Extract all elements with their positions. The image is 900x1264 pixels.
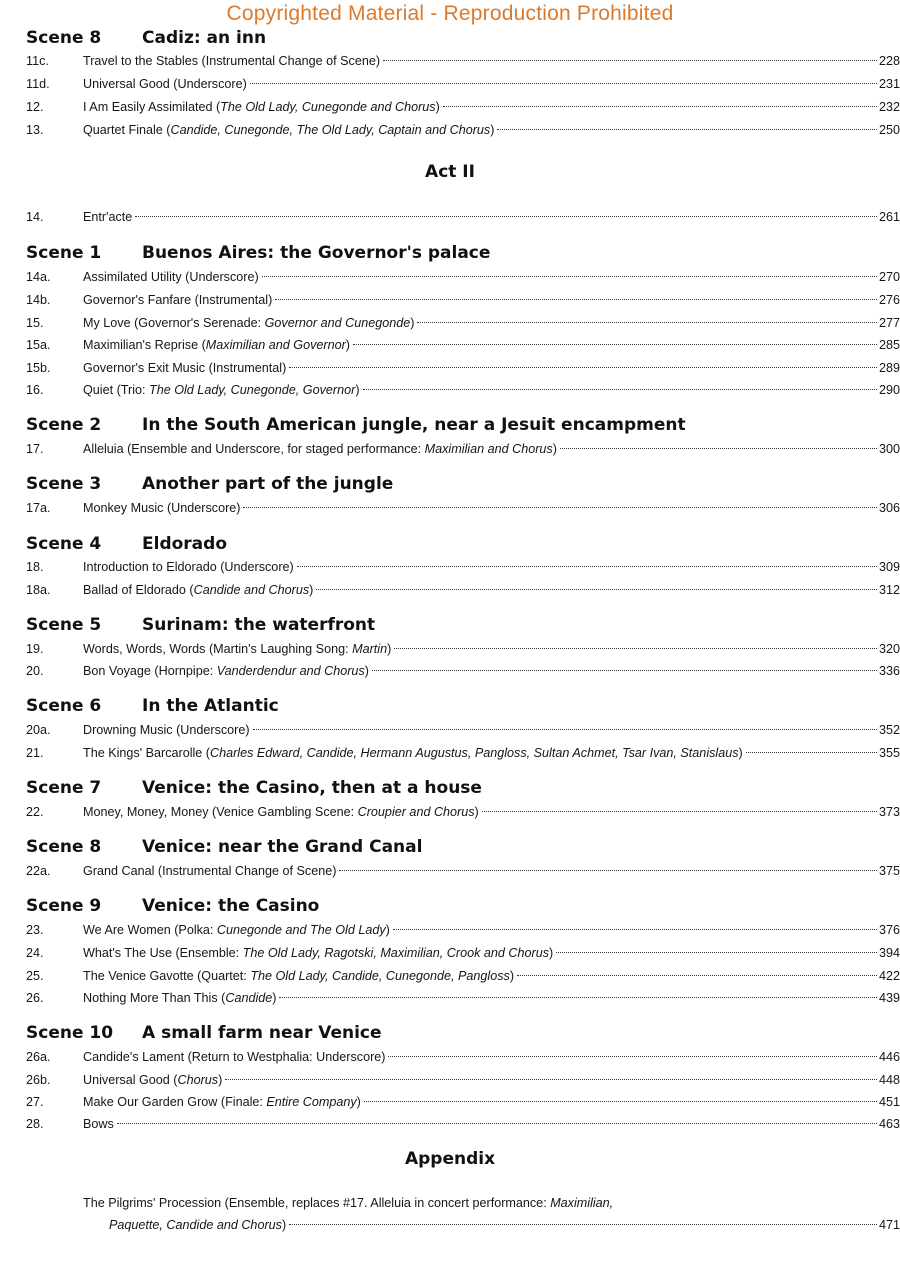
entry-title: Travel to the Stables (Instrumental Change of Scene) — [83, 54, 381, 68]
page-number: 320 — [878, 642, 900, 656]
watermark: Copyrighted Material - Reproduction Prohibited — [226, 2, 674, 25]
appendix-line-1: The Pilgrims' Procession (Ensemble, replaces #17. Alleluia in concert performance: Maximilian, — [83, 1196, 614, 1210]
toc-entry — [26, 966, 900, 986]
entry-title: Candide's Lament (Return to Westphalia: Underscore) — [83, 1050, 386, 1064]
page-number: 289 — [878, 361, 900, 375]
entry-body — [83, 557, 900, 577]
scene-title: Buenos Aires: the Governor's palace — [142, 243, 491, 263]
entry-body — [83, 943, 900, 963]
entry-body — [83, 74, 900, 94]
dot-leader — [279, 997, 877, 998]
scene-title: Surinam: the waterfront — [142, 615, 376, 635]
entry-number: 11c. — [26, 54, 49, 68]
entry-number: 23. — [26, 923, 44, 937]
toc-entry — [26, 943, 900, 963]
dot-leader — [339, 870, 877, 871]
toc-entry — [26, 802, 900, 822]
page-number: 376 — [878, 923, 900, 937]
dot-leader — [443, 106, 877, 107]
entry-number: 16. — [26, 383, 44, 397]
scene-title: Venice: the Casino — [142, 896, 320, 916]
dot-leader — [289, 1224, 877, 1225]
scene-number: Scene 9 — [26, 896, 102, 916]
entry-title: The Kings' Barcarolle (Charles Edward, Candide, Hermann Augustus, Pangloss, Sultan Achmet, Tsar Ivan, Stanislaus) — [83, 746, 743, 760]
entry-number: 26b. — [26, 1073, 51, 1087]
page-number: 446 — [878, 1050, 900, 1064]
toc-entry — [26, 661, 900, 681]
entry-body — [83, 1092, 900, 1112]
dot-leader — [388, 1056, 877, 1057]
toc-entry — [26, 1092, 900, 1112]
entry-body — [83, 120, 900, 140]
scene-number: Scene 6 — [26, 696, 102, 716]
scene-heading — [26, 613, 375, 637]
entry-body — [83, 966, 900, 986]
entry-title: I Am Easily Assimilated (The Old Lady, Cunegonde and Chorus) — [83, 100, 440, 114]
dot-leader — [383, 60, 877, 61]
toc-entry — [26, 557, 900, 577]
entry-body — [83, 439, 900, 459]
dot-leader — [393, 929, 877, 930]
entry-body — [83, 207, 900, 227]
entry-performers: Maximilian and Governor — [205, 338, 346, 352]
scene-title: Another part of the jungle — [142, 474, 394, 494]
entry-number: 15. — [26, 316, 44, 330]
toc-entry — [26, 335, 900, 355]
scene-title: Venice: near the Grand Canal — [142, 837, 423, 857]
entry-performers: Candide, Cunegonde, The Old Lady, Captain and Chorus — [170, 123, 491, 137]
toc-entry — [26, 313, 900, 333]
dot-leader — [250, 83, 877, 84]
entry-performers: The Old Lady, Candide, Cunegonde, Pangloss — [250, 969, 510, 983]
entry-title: Grand Canal (Instrumental Change of Scene) — [83, 864, 337, 878]
entry-number: 17a. — [26, 501, 51, 515]
toc-entry — [26, 861, 900, 881]
entry-title: My Love (Governor's Serenade: Governor and Cunegonde) — [83, 316, 415, 330]
dot-leader — [262, 276, 877, 277]
scene-number: Scene 7 — [26, 778, 102, 798]
toc-entry — [26, 51, 900, 71]
entry-body — [83, 380, 900, 400]
dot-leader — [135, 216, 877, 217]
scene-heading — [26, 532, 227, 556]
toc-entry — [26, 988, 900, 1008]
dot-leader — [364, 1101, 877, 1102]
scene-number: Scene 10 — [26, 1023, 114, 1043]
scene-heading — [26, 413, 686, 437]
entry-title: Words, Words, Words (Martin's Laughing Song: Martin) — [83, 642, 392, 656]
entry-number: 22. — [26, 805, 44, 819]
entry-number: 25. — [26, 969, 44, 983]
entry-title: Universal Good (Underscore) — [83, 77, 247, 91]
entry-body — [83, 290, 900, 310]
entry-title: Alleluia (Ensemble and Underscore, for staged performance: Maximilian and Chorus) — [83, 442, 557, 456]
scene-number: Scene 2 — [26, 415, 102, 435]
dot-leader — [316, 589, 877, 590]
page-number: 270 — [878, 270, 900, 284]
page-number: 300 — [878, 442, 900, 456]
dot-leader — [556, 952, 877, 953]
entry-performers: Martin — [352, 642, 388, 656]
scene-title: In the Atlantic — [142, 696, 279, 716]
toc-entry — [26, 639, 900, 659]
scene-title: A small farm near Venice — [142, 1023, 382, 1043]
page-number: 373 — [878, 805, 900, 819]
entry-body — [83, 988, 900, 1008]
entry-title: Quartet Finale (Candide, Cunegonde, The Old Lady, Captain and Chorus) — [83, 123, 495, 137]
entry-title: Monkey Music (Underscore) — [83, 501, 241, 515]
entry-title: Governor's Fanfare (Instrumental) — [83, 293, 273, 307]
entry-title: Governor's Exit Music (Instrumental) — [83, 361, 287, 375]
scene-number: Scene 3 — [26, 474, 102, 494]
page-number: 451 — [878, 1095, 900, 1109]
toc-entry — [26, 439, 900, 459]
entry-title: Drowning Music (Underscore) — [83, 723, 250, 737]
page-number: 250 — [878, 123, 900, 137]
scene-number: Scene 1 — [26, 243, 102, 263]
entry-number: 14b. — [26, 293, 51, 307]
entry-body — [83, 580, 900, 600]
entry-title: What's The Use (Ensemble: The Old Lady, Ragotski, Maximilian, Crook and Chorus) — [83, 946, 554, 960]
toc-entry — [26, 1114, 900, 1134]
page-number: 448 — [878, 1073, 900, 1087]
scene-title: Venice: the Casino, then at a house — [142, 778, 482, 798]
entry-body — [83, 802, 900, 822]
toc-entry — [26, 720, 900, 740]
page-number: 312 — [878, 583, 900, 597]
toc-entry — [26, 358, 900, 378]
entry-title: Assimilated Utility (Underscore) — [83, 270, 259, 284]
toc-entry — [26, 920, 900, 940]
entry-title: Make Our Garden Grow (Finale: Entire Company) — [83, 1095, 361, 1109]
page-number: 352 — [878, 723, 900, 737]
entry-number: 12. — [26, 100, 44, 114]
entry-title: Universal Good (Chorus) — [83, 1073, 223, 1087]
scene-title: In the South American jungle, near a Jesuit encampment — [142, 415, 686, 435]
entry-number: 27. — [26, 1095, 44, 1109]
scene-heading — [26, 26, 266, 50]
toc-entry — [26, 498, 900, 518]
entry-body — [83, 498, 900, 518]
entry-title: We Are Women (Polka: Cunegonde and The Old Lady) — [83, 923, 390, 937]
act-heading: Act II — [425, 162, 475, 182]
appendix-line-2 — [83, 1214, 900, 1236]
scene-number: Scene 8 — [26, 28, 102, 48]
page-number: 394 — [878, 946, 900, 960]
entry-number: 20a. — [26, 723, 51, 737]
entry-performers: Charles Edward, Candide, Hermann Augustus, Pangloss, Sultan Achmet, Tsar Ivan, Stanislaus — [210, 746, 739, 760]
entry-number: 20. — [26, 664, 44, 678]
page-number: 309 — [878, 560, 900, 574]
dot-leader — [482, 811, 877, 812]
scene-heading — [26, 694, 279, 718]
dot-leader — [253, 729, 877, 730]
entry-number: 22a. — [26, 864, 51, 878]
entry-performers: Chorus — [177, 1073, 219, 1087]
entry-number: 24. — [26, 946, 44, 960]
appendix-heading: Appendix — [404, 1149, 496, 1169]
page-number: 463 — [878, 1117, 900, 1131]
page-number: 306 — [878, 501, 900, 515]
entry-number: 28. — [26, 1117, 44, 1131]
dot-leader — [117, 1123, 877, 1124]
entry-number: 15a. — [26, 338, 51, 352]
entry-body — [83, 639, 900, 659]
page-number: 471 — [878, 1218, 900, 1232]
entry-title: Ballad of Eldorado (Candide and Chorus) — [83, 583, 314, 597]
entry-number: 14a. — [26, 270, 51, 284]
page-number: 232 — [878, 100, 900, 114]
entry-performers: The Old Lady, Ragotski, Maximilian, Crook and Chorus — [242, 946, 550, 960]
entry-title: Money, Money, Money (Venice Gambling Scene: Croupier and Chorus) — [83, 805, 479, 819]
dot-leader — [497, 129, 877, 130]
entry-number: 26. — [26, 991, 44, 1005]
scene-title: Cadiz: an inn — [142, 28, 267, 48]
entry-title: Maximilian's Reprise (Maximilian and Governor) — [83, 338, 350, 352]
toc-entry — [26, 380, 900, 400]
entry-title: Bows — [83, 1117, 114, 1131]
entry-body — [83, 335, 900, 355]
toc-entry — [26, 1047, 900, 1067]
dot-leader — [289, 367, 877, 368]
entry-body — [83, 51, 900, 71]
toc-entry — [26, 74, 900, 94]
page-number: 231 — [878, 77, 900, 91]
entry-performers: Candide and Chorus — [193, 583, 310, 597]
page-number: 285 — [878, 338, 900, 352]
page-number: 375 — [878, 864, 900, 878]
scene-heading — [26, 472, 393, 496]
entry-number: 21. — [26, 746, 44, 760]
scene-heading — [26, 241, 490, 265]
entry-body — [83, 720, 900, 740]
toc-entry — [26, 743, 900, 763]
entry-number: 14. — [26, 210, 44, 224]
page-number: 277 — [878, 316, 900, 330]
scene-number: Scene 5 — [26, 615, 102, 635]
page-number: 290 — [878, 383, 900, 397]
dot-leader — [243, 507, 877, 508]
page-number: 261 — [878, 210, 900, 224]
entry-body — [83, 743, 900, 763]
entry-number: 11d. — [26, 77, 50, 91]
toc-entry — [26, 1070, 900, 1090]
scene-heading — [26, 894, 319, 918]
dot-leader — [372, 670, 877, 671]
dot-leader — [353, 344, 877, 345]
entry-number: 13. — [26, 123, 44, 137]
scene-title: Eldorado — [142, 534, 227, 554]
toc-entry — [26, 120, 900, 140]
entry-performers: Croupier and Chorus — [357, 805, 475, 819]
scene-heading — [26, 1021, 382, 1045]
entry-performers: The Old Lady, Cunegonde and Chorus — [220, 100, 436, 114]
entry-body — [83, 358, 900, 378]
entry-performers: Entire Company — [266, 1095, 357, 1109]
entry-body — [83, 661, 900, 681]
entry-performers: The Old Lady, Cunegonde, Governor — [149, 383, 356, 397]
entry-number: 19. — [26, 642, 44, 656]
scene-heading — [26, 776, 482, 800]
toc-entry — [26, 290, 900, 310]
dot-leader — [225, 1079, 877, 1080]
page-number: 276 — [878, 293, 900, 307]
entry-body — [83, 1114, 900, 1134]
toc-entry — [26, 580, 900, 600]
entry-title: The Venice Gavotte (Quartet: The Old Lady, Candide, Cunegonde, Pangloss) — [83, 969, 515, 983]
entry-number: 15b. — [26, 361, 51, 375]
entry-performers: Candide — [225, 991, 273, 1005]
dot-leader — [560, 448, 877, 449]
entry-title: Nothing More Than This (Candide) — [83, 991, 277, 1005]
toc-entry — [26, 97, 900, 117]
appendix-performers: Maximilian, — [550, 1196, 614, 1210]
dot-leader — [363, 389, 877, 390]
entry-body — [83, 861, 900, 881]
entry-performers: Governor and Cunegonde — [264, 316, 411, 330]
appendix-entry — [83, 1192, 900, 1236]
toc-entry — [26, 207, 900, 227]
toc-entry — [26, 267, 900, 287]
appendix-performers-cont: Paquette, Candide and Chorus — [109, 1218, 282, 1232]
entry-body — [83, 1047, 900, 1067]
scene-number: Scene 8 — [26, 837, 102, 857]
entry-performers: Maximilian and Chorus — [424, 442, 553, 456]
entry-number: 18. — [26, 560, 44, 574]
page-number: 355 — [878, 746, 900, 760]
appendix-line-2-text: Paquette, Candide and Chorus) — [109, 1218, 287, 1232]
entry-number: 18a. — [26, 583, 51, 597]
dot-leader — [417, 322, 877, 323]
entry-number: 17. — [26, 442, 44, 456]
entry-body — [83, 1070, 900, 1090]
dot-leader — [517, 975, 877, 976]
page-number: 228 — [878, 54, 900, 68]
entry-title: Quiet (Trio: The Old Lady, Cunegonde, Governor) — [83, 383, 360, 397]
entry-number: 26a. — [26, 1050, 51, 1064]
dot-leader — [746, 752, 877, 753]
dot-leader — [394, 648, 877, 649]
entry-performers: Vanderdendur and Chorus — [216, 664, 365, 678]
page-number: 439 — [878, 991, 900, 1005]
entry-title: Introduction to Eldorado (Underscore) — [83, 560, 294, 574]
entry-body — [83, 97, 900, 117]
entry-body — [83, 920, 900, 940]
page-number: 336 — [878, 664, 900, 678]
entry-title: Entr'acte — [83, 210, 133, 224]
page-number: 422 — [878, 969, 900, 983]
entry-performers: Cunegonde and The Old Lady — [216, 923, 386, 937]
dot-leader — [275, 299, 877, 300]
entry-title: Bon Voyage (Hornpipe: Vanderdendur and Chorus) — [83, 664, 369, 678]
entry-body — [83, 267, 900, 287]
dot-leader — [297, 566, 877, 567]
entry-body — [83, 313, 900, 333]
scene-number: Scene 4 — [26, 534, 102, 554]
scene-heading — [26, 835, 422, 859]
